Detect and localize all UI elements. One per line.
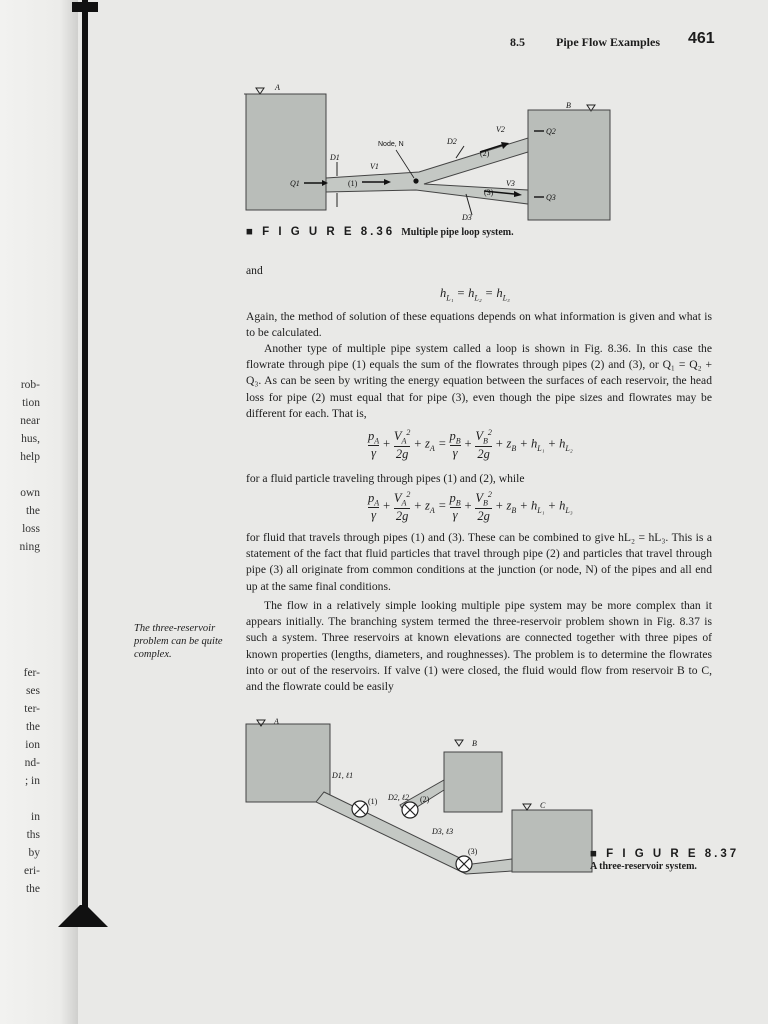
figure-8-37: [244, 712, 594, 894]
gutter-fragment: the: [25, 883, 40, 895]
word-and: and: [246, 264, 263, 277]
paragraph-method: [246, 309, 712, 341]
fig2-valve3-label: (3): [468, 847, 478, 856]
book-spine: [82, 0, 88, 925]
fig1-label-D3: D3: [462, 213, 472, 222]
gutter-fragment: nd-: [24, 757, 40, 769]
figure-8-37-label: F I G U R E 8.37: [606, 848, 740, 860]
gutter-fragment: ths: [26, 829, 40, 841]
paragraph-combined: [246, 530, 712, 595]
gutter-fragment: eri-: [24, 865, 40, 877]
gutter-fragment: by: [28, 847, 40, 859]
fig1-label-A: A: [275, 83, 280, 92]
energy-equation-1: $p_A$ γ + $V_A^2$ 2g + $z_A = p_B$ γ + $V_B^2$ 2g + $z_B + h_{L_1} + h_{L_2}$: [368, 428, 573, 461]
section-title: Pipe Flow Examples: [556, 35, 660, 49]
gutter-fragment: the: [25, 721, 40, 733]
gutter-fragment: near: [20, 415, 40, 427]
fig2-valve2-label: (2): [420, 795, 430, 804]
fig2-label-A: A: [274, 717, 279, 726]
paragraph-loop-text: Another type of multiple pipe system called a loop is shown in Fig. 8.36. In this case the flowrate through pipe (1) equals the sum of the flowrates through pipes (2) and (3), or Q₁ = Q₂ + Q₃. As can be seen by writing the energy equation between the surfaces of each reservoir, the head loss for pipe (2) must equal that for pipe (3), even though the pipe sizes and flowrates may be different for each. That is,: [246, 342, 712, 420]
gutter-fragment: fer-: [23, 667, 40, 679]
fig2-label-B: B: [472, 739, 477, 748]
figure-8-36-caption: ■ F I G U R E 8.36 Multiple pipe loop system.: [246, 226, 514, 238]
gutter-fragment: [8, 790, 40, 808]
gutter-fragment: ; in: [24, 775, 40, 787]
paragraph-three-reservoir: [246, 598, 712, 695]
paragraph-combined-text: for fluid that travels through pipes (1) and (3). These can be combined to give hL₂ = hL₃. This is a statement of the fact that fluid particles that travel through pipe (2) and particles that travel through pipe (3) all originate from common conditions at the junction (or node, N) of the pipes and all end up at the same final conditions.: [246, 531, 712, 593]
previous-page-gutter-text: [8, 376, 40, 898]
gutter-fragment: ses: [25, 685, 40, 697]
gutter-fragment: the: [25, 505, 40, 517]
fig1-pipe1-label: (1): [348, 179, 358, 188]
equation-head-loss-equal: $h_{L_1} = h_{L_2} = h_{L_3}$: [440, 286, 510, 303]
paragraph-method-text: Again, the method of solution of these equations depends on what information is given and what is to be calculated.: [246, 310, 712, 340]
gutter-fragment: [8, 574, 40, 592]
fig1-label-V1: V1: [370, 162, 379, 171]
page-number: 461: [688, 30, 715, 47]
fig2-label-d1: D1, ℓ1: [332, 771, 354, 780]
gutter-fragment: [8, 556, 40, 574]
fig1-label-V2: V2: [496, 125, 505, 134]
figure-8-36: [244, 80, 614, 225]
gutter-fragment: loss: [22, 523, 40, 535]
gutter-fragment: ning: [19, 541, 40, 553]
fig1-node-label: Node, N: [378, 141, 404, 148]
spine-foot-flare: [58, 905, 108, 927]
figure-8-36-title: Multiple pipe loop system.: [401, 227, 514, 238]
section-number: 8.5: [510, 35, 525, 49]
fig1-label-D1: D1: [330, 153, 340, 162]
paragraph-three-reservoir-text: The flow in a relatively simple looking multiple pipe system may be more complex than it appears initially. The branching system termed the three-reservoir problem shown in Fig. 8.37 is such a system. Three reservoirs at known elevations are connected together with three pipes of known properties (lengths, diameters, and roughnesses). The problem is to determine the flowrates into or out of the reservoirs. If valve (1) were closed, the fluid would flow from reservoir B to C, and the flowrate could be easily: [246, 599, 712, 694]
fig1-label-D2: D2: [447, 137, 457, 146]
gutter-fragment: in: [31, 811, 40, 823]
fig1-pipe3-label: (3): [484, 188, 494, 197]
fig1-pipe2-label: (2): [480, 149, 490, 158]
fig1-label-B: B: [566, 101, 571, 110]
fig1-label-Q3: Q3: [546, 193, 556, 202]
spine-top-cap: [72, 2, 98, 12]
gutter-fragment: hus,: [21, 433, 40, 445]
gutter-fragment: [8, 646, 40, 664]
fig2-valve1-label: (1): [368, 797, 378, 806]
fig2-label-d3: D3, ℓ3: [432, 827, 454, 836]
paragraph-loop: [246, 341, 712, 422]
figure-8-36-label: F I G U R E 8.36: [262, 226, 396, 238]
gutter-fragment: ion: [25, 739, 40, 751]
text-between-equations: for a fluid particle traveling through pipes (1) and (2), while: [246, 472, 525, 485]
gutter-fragment: [8, 610, 40, 628]
figure-8-37-caption: ■ F I G U R E 8.37 A three-reservoir system.: [590, 848, 740, 872]
gutter-fragment: rob-: [20, 379, 40, 391]
gutter-fragment: tion: [22, 397, 40, 409]
gutter-fragment: help: [20, 451, 40, 463]
gutter-fragment: [8, 628, 40, 646]
fig1-label-V3: V3: [506, 179, 515, 188]
gutter-fragment: ter-: [24, 703, 40, 715]
energy-equation-2: $p_A$ γ + $V_A^2$ 2g + $z_A = p_B$ γ + $V_B^2$ 2g + $z_B + h_{L_1} + h_{L_3}$: [368, 490, 573, 523]
gutter-fragment: own: [20, 487, 40, 499]
margin-note: The three-reservoir problem can be quite complex.: [134, 623, 223, 660]
figure-8-37-title: A three-reservoir system.: [590, 861, 697, 872]
fig1-label-Q1: Q1: [290, 179, 300, 188]
fig2-label-d2: D2, ℓ2: [388, 793, 410, 802]
fig2-label-C: C: [540, 801, 546, 810]
gutter-fragment: [8, 466, 40, 484]
fig1-label-Q2: Q2: [546, 127, 556, 136]
gutter-fragment: [8, 592, 40, 610]
